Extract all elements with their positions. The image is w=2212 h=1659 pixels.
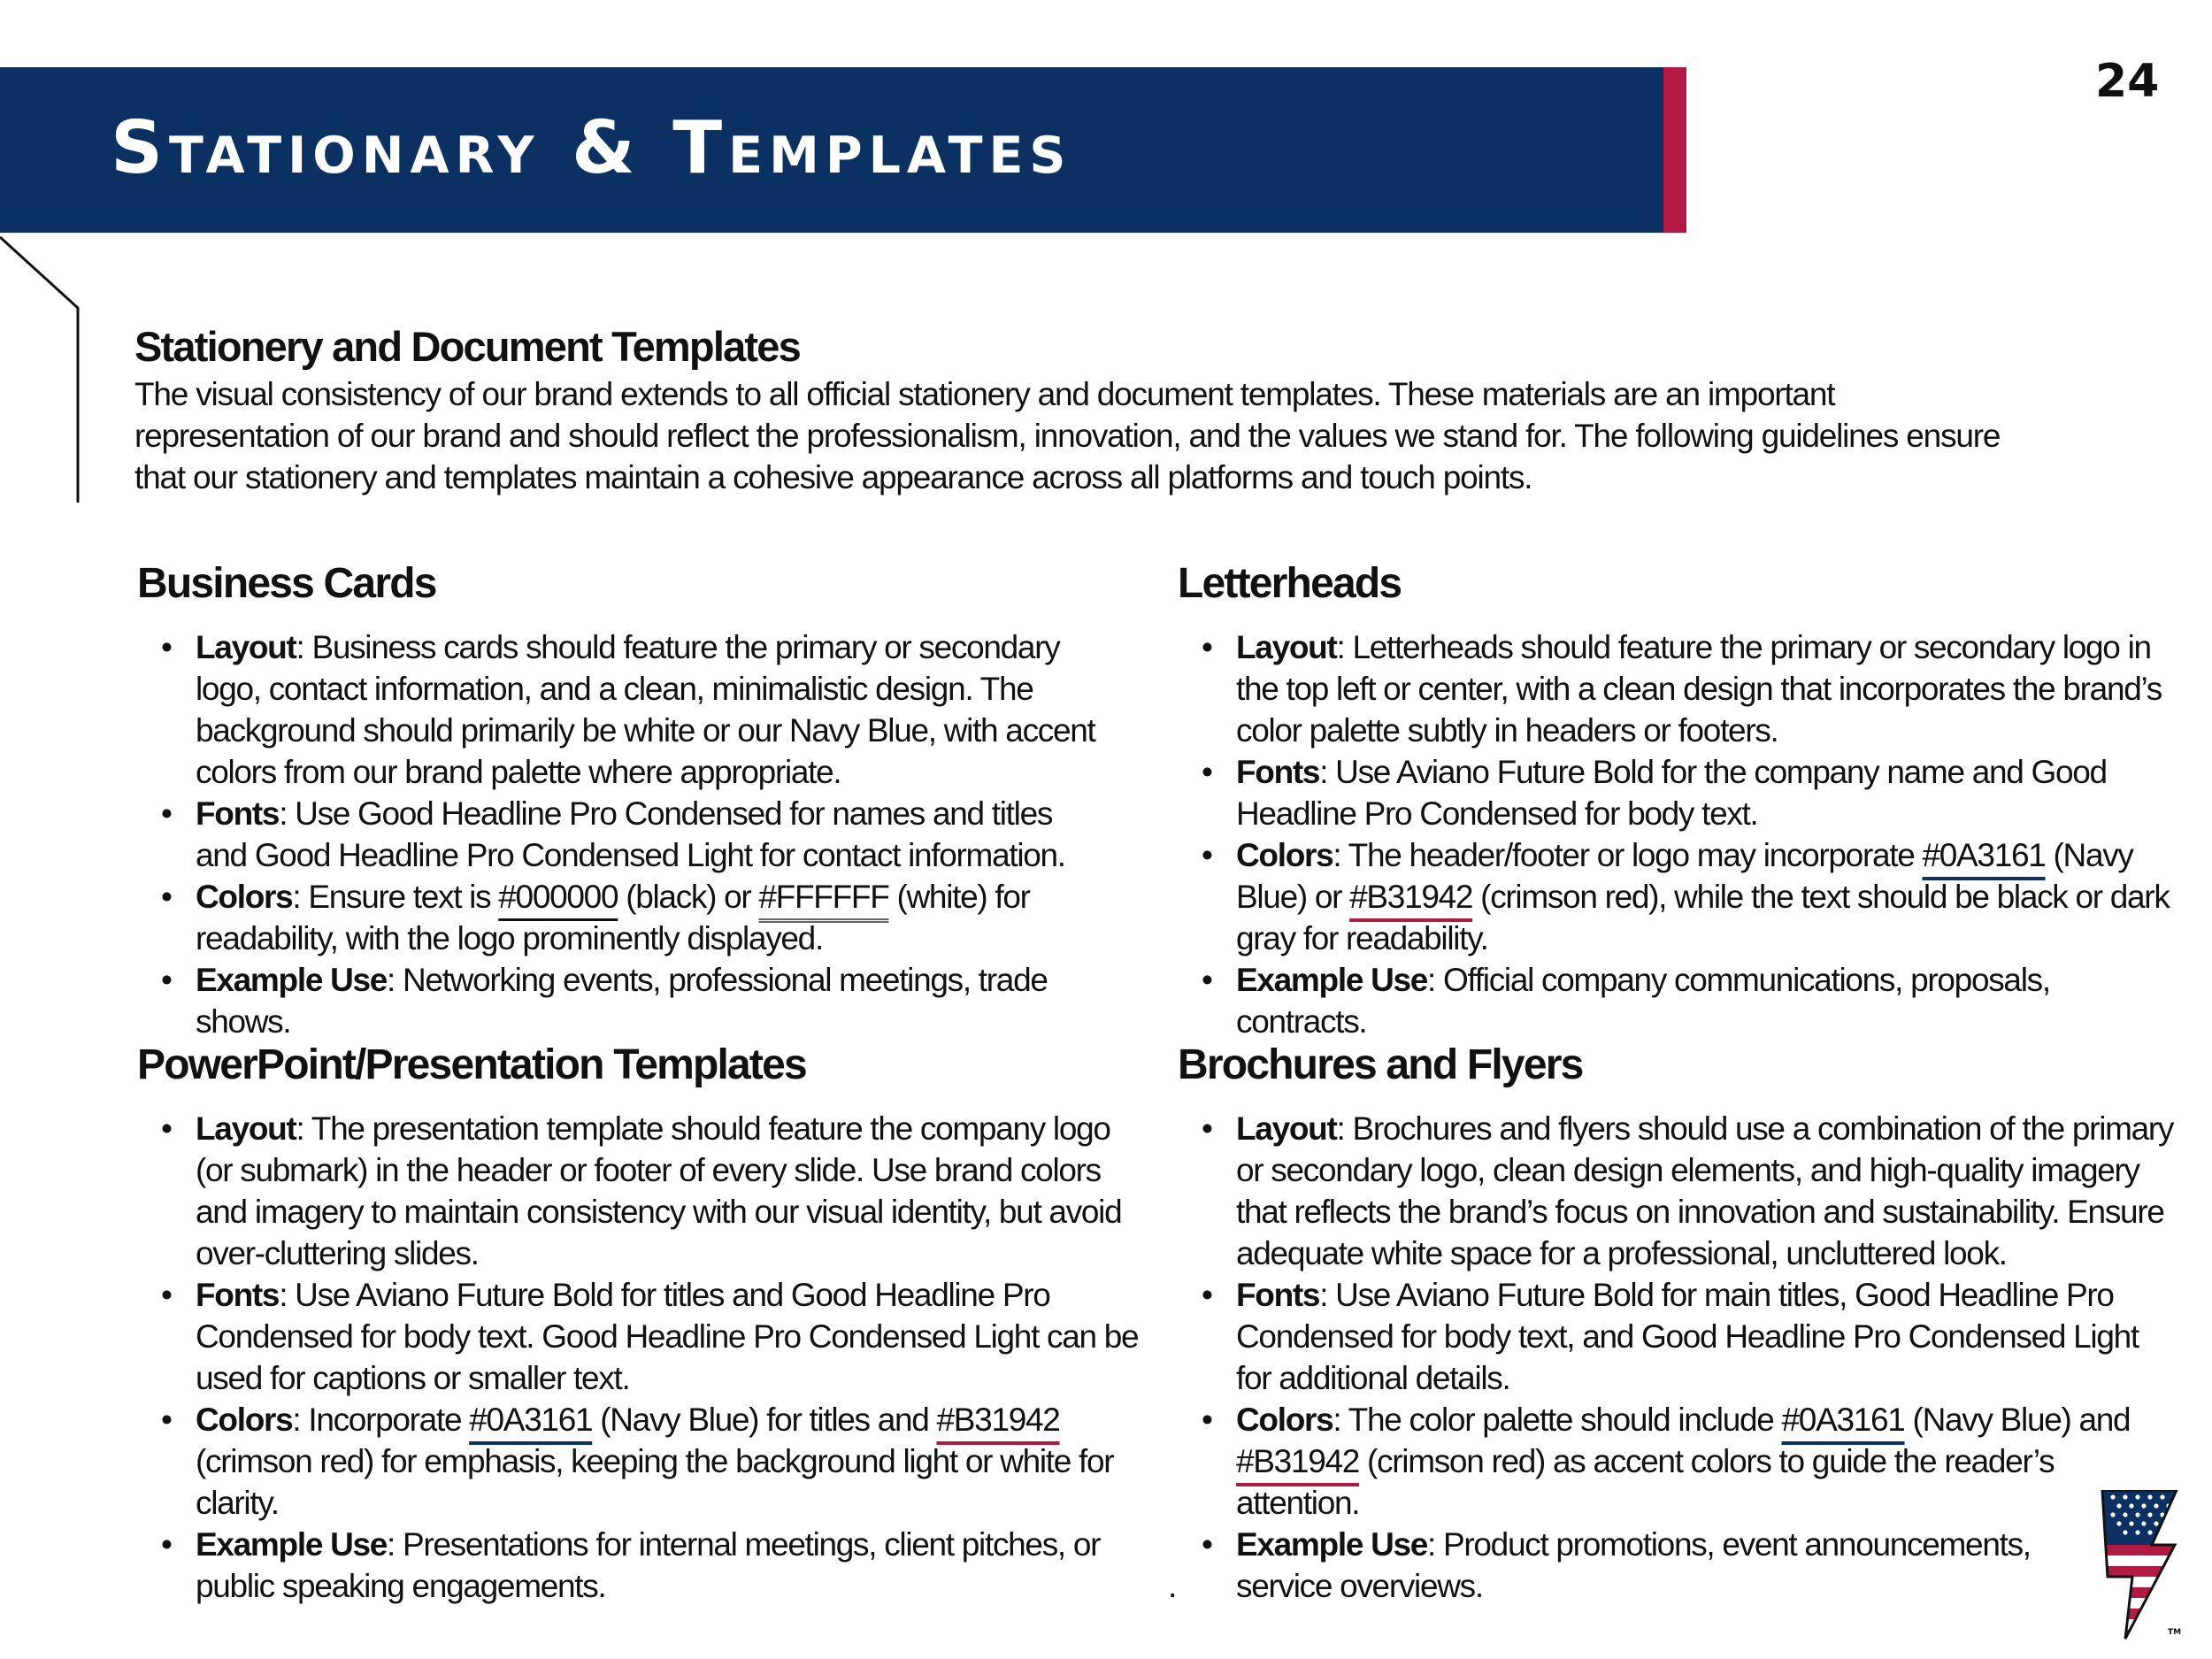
colors-label: Colors (1236, 1402, 1333, 1438)
letterheads-heading: Letterheads (1178, 560, 1402, 607)
color-code-black: #000000 (498, 879, 618, 915)
presentation-example-item (134, 1524, 1139, 1607)
example-label: Example Use (1236, 1526, 1428, 1563)
brochures-flyers-list (1175, 1108, 2179, 1607)
color-code-white: #FFFFFF (758, 879, 889, 915)
example-label: Example Use (1236, 962, 1428, 998)
business-cards-list (134, 626, 1099, 1042)
colors-text-pre: : Ensure text is (292, 879, 499, 915)
colors-text-pre: : Incorporate (292, 1402, 470, 1438)
color-code-navy: #0A3161 (1781, 1402, 1905, 1438)
intro-section (134, 320, 2037, 498)
layout-label: Layout (196, 629, 296, 665)
business-cards-example-item (134, 959, 1099, 1042)
banner-accent-stripe (1663, 67, 1686, 233)
colors-text-post: (white) for readability, with the logo prominently displayed. (196, 879, 1030, 956)
colors-label: Colors (196, 1402, 293, 1438)
layout-text: : Brochures and flyers should use a combination of the primary or secondary logo, clean design elements, and high-quality imagery that reflects the brand’s focus on innovation and sustainability. Ensure adequate white space for a professional, uncluttered look. (1236, 1110, 2174, 1271)
colors-text-mid: (black) or (618, 879, 759, 915)
color-code-crimson: #B31942 (1236, 1443, 1360, 1479)
colors-text-mid: (Navy Blue) for titles and (592, 1402, 937, 1438)
intro-paragraph: The visual consistency of our brand extends to all official stationery and document templates. These materials are an important representation of our brand and should reflect the professionalism, innovation, and the values we stand for. The following guidelines ensure that our stationery and templates maintain a cohesive appearance across all platforms and touch points. (134, 376, 2001, 495)
presentation-templates-heading: PowerPoint/Presentation Templates (137, 1041, 806, 1088)
colors-label: Colors (196, 879, 293, 915)
example-text: : Official company communications, proposals, contracts. (1236, 962, 2050, 1040)
color-code-crimson: #B31942 (1349, 879, 1473, 915)
layout-text: : Letterheads should feature the primary or secondary logo in the top left or center, with a clean design that incorporates the brand’s color palette subtly in headers or footers. (1236, 629, 2162, 749)
brochures-colors-item (1175, 1399, 2179, 1524)
letterheads-example-item (1175, 959, 2175, 1042)
colors-text-pre: : The header/footer or logo may incorporate (1333, 837, 1923, 873)
business-cards-layout-item (134, 626, 1099, 793)
page-number: 24 (2095, 55, 2160, 108)
layout-label: Layout (1236, 1110, 1337, 1147)
layout-text: : The presentation template should feature the company logo (or submark) in the header or footer of every slide. Use brand colors and imagery to maintain consistency with our visual identity, but avoid over-cluttering slides. (196, 1110, 1122, 1271)
page-title: Stationary & Templates (111, 106, 1072, 190)
business-cards-fonts-item (134, 793, 1099, 876)
letterheads-layout-item (1175, 626, 2175, 751)
fonts-text: : Use Aviano Future Bold for titles and Good Headline Pro Condensed for body text. Good Headline Pro Condensed Light can be used for captions or smaller text. (196, 1277, 1139, 1396)
presentation-colors-item (134, 1399, 1139, 1524)
colors-text-post: (crimson red) for emphasis, keeping the background light or white for clarity. (196, 1443, 1114, 1521)
brochures-fonts-item (1175, 1274, 2179, 1399)
colors-text-pre: : The color palette should include (1333, 1402, 1782, 1438)
brochures-example-continued: . service overviews. (1175, 1565, 2179, 1607)
color-code-crimson: #B31942 (936, 1402, 1060, 1438)
fonts-label: Fonts (196, 1277, 280, 1313)
brochures-flyers-heading: Brochures and Flyers (1178, 1041, 1583, 1088)
business-cards-heading: Business Cards (137, 560, 436, 607)
presentation-fonts-item (134, 1274, 1139, 1399)
presentation-templates-section (134, 1039, 1139, 1607)
letterheads-section (1175, 557, 2175, 1042)
example-text: : Presentations for internal meetings, client pitches, or public speaking engagements. (196, 1526, 1101, 1604)
fonts-label: Fonts (1236, 1277, 1320, 1313)
fonts-label: Fonts (1236, 754, 1320, 790)
colors-text-mid: (Navy Blue) or (1236, 837, 2133, 915)
color-code-navy: #0A3161 (469, 1402, 593, 1438)
corner-line-decoration (0, 235, 88, 510)
example-label: Example Use (196, 1526, 388, 1563)
letterheads-fonts-item (1175, 751, 2175, 834)
example-text: : Networking events, professional meetings, trade shows. (196, 962, 1048, 1040)
colors-text-mid: (Navy Blue) and (1904, 1402, 2131, 1438)
fonts-label: Fonts (196, 795, 280, 832)
colors-label: Colors (1236, 837, 1333, 873)
business-cards-colors-item (134, 876, 1099, 959)
fonts-text: : Use Good Headline Pro Condensed for names and titles and Good Headline Pro Condensed Light for contact information. (196, 795, 1065, 873)
example-label: Example Use (196, 962, 388, 998)
brochures-flyers-section (1175, 1039, 2179, 1607)
layout-label: Layout (196, 1110, 296, 1147)
brochures-example-item (1175, 1524, 2179, 1565)
fonts-text: : Use Aviano Future Bold for the company name and Good Headline Pro Condensed for body text. (1236, 754, 2107, 832)
layout-label: Layout (1236, 629, 1337, 665)
colors-text-post: (crimson red), while the text should be black or dark gray for readability. (1236, 879, 2170, 956)
presentation-templates-list (134, 1108, 1139, 1607)
presentation-layout-item (134, 1108, 1139, 1274)
business-cards-section (134, 557, 1099, 1042)
example-text: : Product promotions, event announcements, (1427, 1526, 2031, 1563)
letterheads-list (1175, 626, 2175, 1042)
brochures-layout-item (1175, 1108, 2179, 1274)
colors-text-post: (crimson red) as accent colors to guide the reader’s attention. (1236, 1443, 2055, 1521)
color-code-navy: #0A3161 (1922, 837, 2046, 873)
intro-heading: Stationery and Document Templates (134, 323, 800, 370)
letterheads-colors-item (1175, 834, 2175, 959)
trademark-symbol: TM (2168, 1628, 2182, 1637)
fonts-text: : Use Aviano Future Bold for main titles, Good Headline Pro Condensed for body text, and Good Headline Pro Condensed Light for additional details. (1236, 1277, 2139, 1396)
layout-text: : Business cards should feature the primary or secondary logo, contact information, and a clean, minimalistic design. The background should primarily be white or our Navy Blue, with accent colors from our brand palette where appropriate. (196, 629, 1095, 790)
flag-lightning-icon (2095, 1490, 2184, 1642)
